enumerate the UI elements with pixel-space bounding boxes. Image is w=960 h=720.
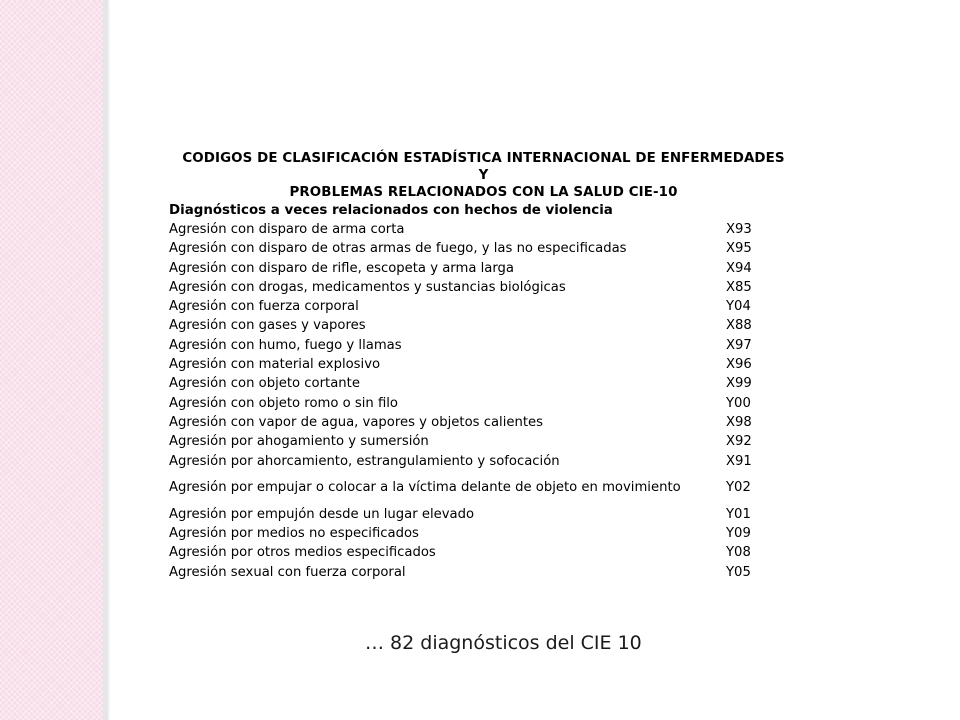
diagnosis-code: X88 (726, 318, 752, 334)
diagnosis-code: Y02 (726, 479, 751, 495)
diagnosis-code: X85 (726, 279, 752, 295)
decorative-side-band (0, 0, 103, 720)
diagnosis-code: X94 (726, 260, 752, 276)
diagnosis-description: Agresión por medios no especificados (169, 526, 419, 542)
table-title-line-2: PROBLEMAS RELACIONADOS CON LA SALUD CIE-10 (289, 185, 678, 200)
table-row (166, 543, 791, 562)
table-row (166, 394, 791, 413)
diagnosis-code: X99 (726, 376, 752, 392)
table-row (166, 278, 791, 297)
diagnosis-code-table (166, 150, 791, 582)
table-row (166, 297, 791, 316)
diagnosis-code: Y05 (726, 564, 751, 580)
table-row (166, 355, 791, 374)
diagnosis-description: Agresión sexual con fuerza corporal (169, 564, 406, 580)
diagnosis-code: X96 (726, 357, 752, 373)
diagnosis-description: Agresión con vapor de agua, vapores y objetos calientes (169, 414, 543, 430)
diagnosis-description: Agresión por empujón desde un lugar elevado (169, 506, 475, 522)
table-row (166, 374, 791, 393)
table-row (166, 259, 791, 278)
table-row (166, 432, 791, 451)
diagnosis-description: Agresión con gases y vapores (169, 318, 366, 334)
diagnosis-code: X92 (726, 434, 752, 450)
diagnosis-description: Agresión con disparo de arma corta (169, 222, 405, 237)
table-row (166, 505, 791, 524)
diagnosis-description: Agresión con disparo de otras armas de fuego, y las no especificadas (169, 241, 627, 257)
diagnosis-description: Agresión con drogas, medicamentos y sustancias biológicas (169, 279, 566, 295)
diagnosis-description: Agresión por ahorcamiento, estrangulamiento y sofocación (169, 453, 560, 469)
diagnosis-description: Agresión con objeto romo o sin filo (169, 395, 398, 411)
diagnosis-code: X97 (726, 337, 752, 353)
table-title (176, 150, 791, 201)
diagnosis-code: Y08 (726, 545, 751, 561)
diagnosis-description: Agresión con disparo de rifle, escopeta y arma larga (169, 260, 514, 276)
table-row (166, 563, 791, 582)
diagnosis-code: Y09 (726, 526, 751, 542)
diagnosis-description: Agresión con humo, fuego y llamas (169, 337, 402, 353)
table-row (166, 524, 791, 543)
table-subtitle: Diagnósticos a veces relacionados con hechos de violencia (169, 203, 613, 218)
table-row (166, 239, 791, 258)
table-rows (166, 220, 791, 582)
table-row (166, 471, 791, 505)
footer-note: … 82 diagnósticos del CIE 10 (365, 632, 642, 654)
diagnosis-code: Y00 (726, 395, 751, 411)
table-row (166, 220, 791, 239)
table-row (166, 413, 791, 432)
diagnosis-code: Y01 (726, 506, 751, 522)
diagnosis-description: Agresión con objeto cortante (169, 376, 360, 392)
diagnosis-description: Agresión por empujar o colocar a la víctima delante de objeto en movimiento (169, 479, 681, 495)
side-divider (103, 0, 108, 720)
table-title-line-1: CODIGOS DE CLASIFICACIÓN ESTADÍSTICA INTERNACIONAL DE ENFERMEDADES Y (182, 151, 785, 183)
table-row (166, 452, 791, 471)
diagnosis-description: Agresión por otros medios especificados (169, 545, 436, 561)
table-row (166, 316, 791, 335)
diagnosis-description: Agresión con material explosivo (169, 357, 381, 373)
diagnosis-code: X93 (726, 222, 752, 237)
diagnosis-description: Agresión por ahogamiento y sumersión (169, 434, 429, 450)
diagnosis-code: X98 (726, 414, 752, 430)
diagnosis-code: X91 (726, 453, 752, 469)
table-row (166, 336, 791, 355)
diagnosis-code: Y04 (726, 299, 751, 315)
diagnosis-code: X95 (726, 241, 752, 257)
diagnosis-description: Agresión con fuerza corporal (169, 299, 359, 315)
